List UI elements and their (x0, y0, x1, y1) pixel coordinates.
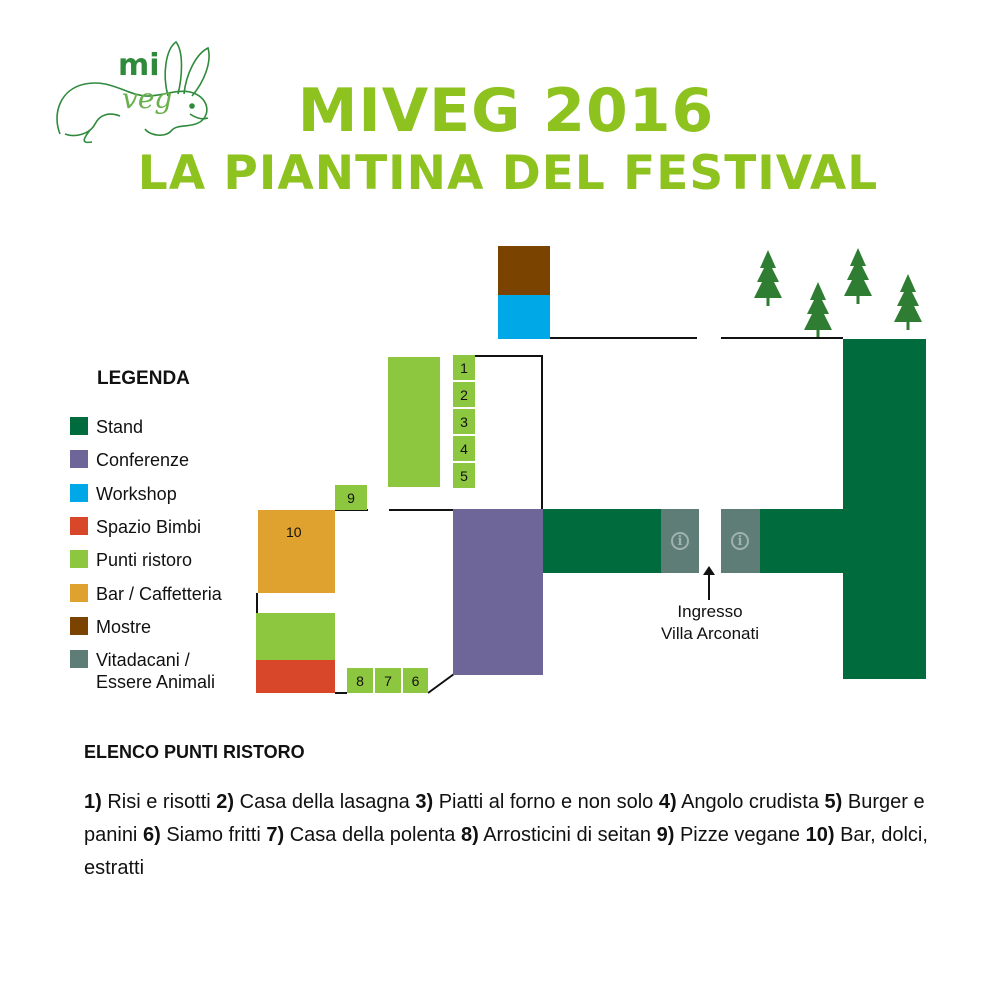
arrow-up-icon (702, 566, 716, 602)
stall-2: 2 (453, 382, 475, 407)
entrance-line1: Ingresso (677, 602, 743, 621)
entrance-label (640, 601, 780, 645)
legend-label: Workshop (96, 484, 177, 504)
legend-item-conferenze (70, 449, 189, 471)
list-item: 8) Arrosticini di seitan (460, 824, 652, 846)
legend-title: LEGENDA (97, 368, 190, 389)
legend-label: Mostre (96, 617, 152, 637)
mostre-area (498, 246, 550, 295)
legend-swatch (70, 584, 88, 602)
legend-item-spazio-bimbi (70, 516, 201, 538)
pine-tree-icon (748, 244, 938, 340)
logo-text-veg: veg (122, 82, 173, 115)
legend-label: Conferenze (96, 450, 190, 470)
legend-label: Bar / Caffetteria (96, 584, 222, 604)
stall-7: 7 (375, 668, 401, 693)
logo-text-mi: mi (118, 48, 160, 83)
legend-label: Punti ristoro (96, 550, 193, 570)
stall-4: 4 (453, 436, 475, 461)
legend-label: Vitadacani / Essere Animali (96, 650, 216, 692)
path-line (389, 509, 453, 511)
conferenze-area (453, 509, 543, 675)
info-icon: i (671, 532, 689, 550)
stand-area (543, 509, 661, 573)
legend-swatch (70, 484, 88, 502)
list-item: 4) Angolo crudista (658, 791, 819, 813)
list-item: 2) Casa della lasagna (216, 791, 410, 813)
list-item: 6) Siamo fritti (142, 824, 261, 846)
legend-swatch (70, 517, 88, 535)
food-list (84, 786, 954, 885)
legend-swatch (70, 650, 88, 668)
list-item: 3) Piatti al forno e non solo (415, 791, 654, 813)
vitadacani-area (661, 509, 699, 573)
workshop-area (498, 295, 550, 339)
food-list-title: ELENCO PUNTI RISTORO (84, 742, 305, 762)
stall-1: 1 (453, 355, 475, 380)
stand-area (760, 509, 844, 573)
bar-caffetteria-area (258, 510, 335, 593)
stall-5: 5 (453, 463, 475, 488)
legend-item-mostre (70, 616, 151, 638)
path-line (541, 355, 543, 510)
info-icon: i (731, 532, 749, 550)
legend-swatch (70, 417, 88, 435)
path-line (475, 355, 543, 357)
legend-item-workshop (70, 483, 177, 505)
stall-8: 8 (347, 668, 373, 693)
stall-6: 6 (403, 668, 428, 693)
list-item: 9) Pizze vegane (656, 824, 801, 846)
path-line (426, 672, 456, 696)
stall-10: 10 (286, 524, 302, 540)
stand-area (843, 339, 926, 679)
path-line (256, 593, 258, 613)
list-item: 10) Bar, dolci, estratti (84, 824, 928, 879)
stall-9: 9 (335, 485, 367, 510)
stall-3: 3 (453, 409, 475, 434)
spazio-bimbi-area (256, 660, 335, 693)
legend-item-bar-caffetteria (70, 583, 222, 605)
legend-swatch (70, 450, 88, 468)
path-line (721, 337, 843, 339)
path-line (549, 337, 697, 339)
page-subtitle: LA PIANTINA DEL FESTIVAL (137, 146, 879, 201)
vitadacani-area (721, 509, 760, 573)
page-title: MIVEG 2016 (297, 76, 715, 146)
list-item: 5) Burger e panini (84, 791, 925, 846)
list-item: 1) Risi e risotti (84, 791, 211, 813)
legend-item-punti-ristoro (70, 549, 192, 571)
legend-label: Spazio Bimbi (96, 517, 202, 537)
legend-label: Stand (96, 417, 144, 437)
list-item: 7) Casa della polenta (266, 824, 456, 846)
entrance-line2: Villa Arconati (661, 624, 759, 643)
path-line (335, 692, 347, 694)
legend-swatch (70, 550, 88, 568)
legend-item-stand (70, 416, 143, 438)
legend-swatch (70, 617, 88, 635)
punti-ristoro-area (256, 613, 335, 660)
punti-ristoro-area (388, 357, 440, 487)
legend-item-vitadacani (70, 649, 215, 693)
